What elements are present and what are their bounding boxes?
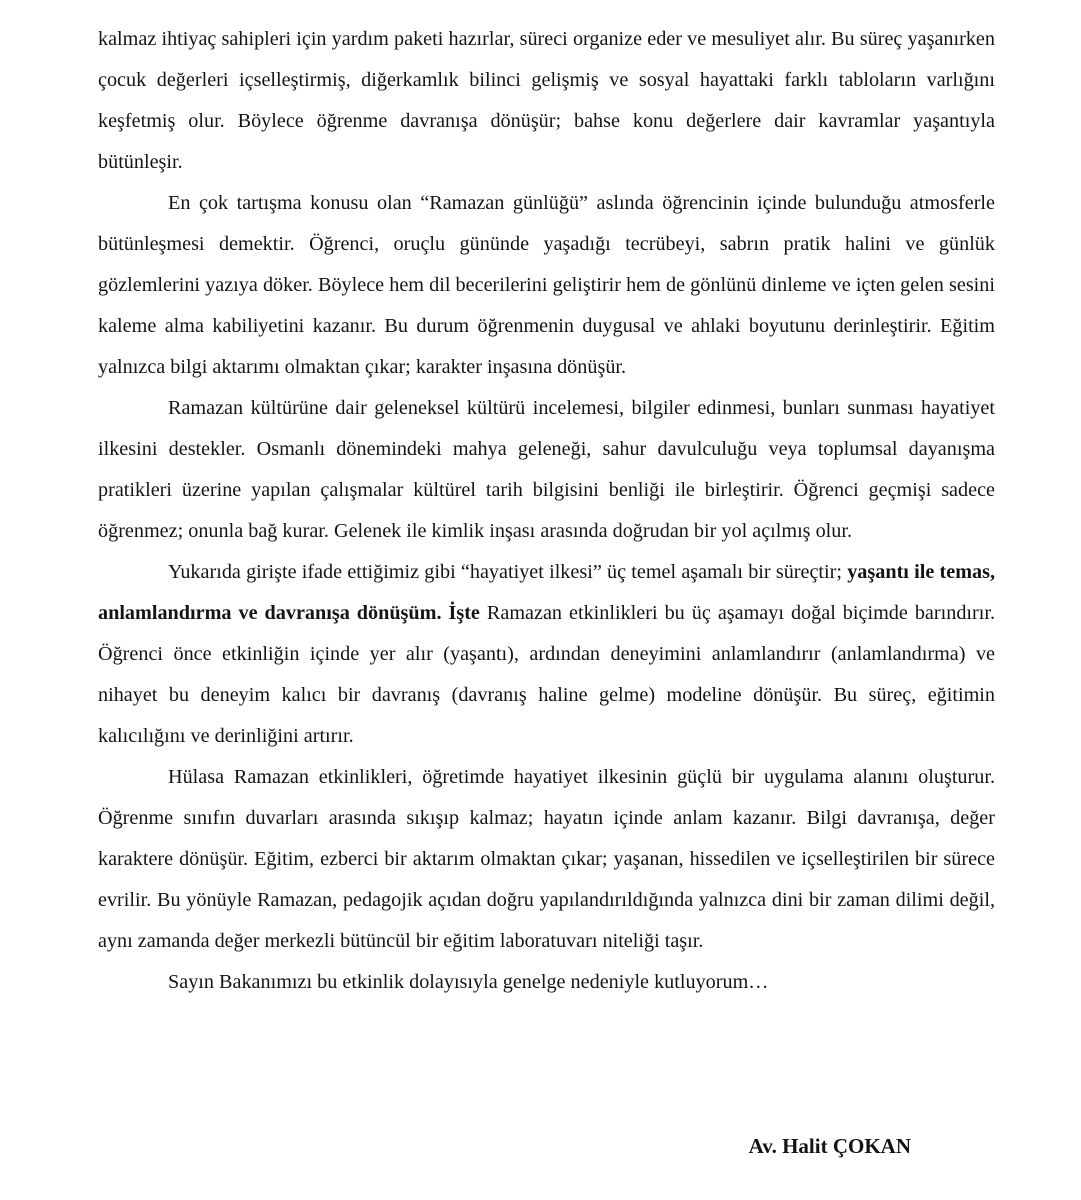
paragraph-1: kalmaz ihtiyaç sahipleri için yardım paketi hazırlar, süreci organize eder ve mesuliyet alır. Bu süreç yaşanırken çocuk değerleri içselleştirmiş, diğerkamlık bilinci gelişmiş ve sosyal hayattaki farklı tabloların varlığını keşfetmiş olur. Böylece öğrenme davranışa dönüşür; bahse konu değerlere dair kavramlar yaşantıyla bütünleşir. <box>98 28 995 173</box>
paragraph-2: En çok tartışma konusu olan “Ramazan günlüğü” aslında öğrencinin içinde bulunduğu atmosferle bütünleşmesi demektir. Öğrenci, oruçlu gününde yaşadığı tecrübeyi, sabrın pratik halini ve günlük gözlemlerini yazıya döker. Böylece hem dil becerilerini geliştirir hem de gönlünü dinleme ve içten gelen sesini kaleme alma kabiliyetini kazanır. Bu durum öğrenmenin duygusal ve ahlaki boyutunu derinleştirir. Eğitim yalnızca bilgi aktarımı olmaktan çıkar; karakter inşasına dönüşür. <box>98 192 995 378</box>
paragraph-5: Hülasa Ramazan etkinlikleri, öğretimde hayatiyet ilkesinin güçlü bir uygulama alanını oluşturur. Öğrenme sınıfın duvarları arasında sıkışıp kalmaz; hayatın içinde anlam kazanır. Bilgi davranışa, değer karaktere dönüşür. Eğitim, ezberci bir aktarım olmaktan çıkar; yaşanan, hissedilen ve içselleştirilen bir sürece evrilir. Bu yönüyle Ramazan, pedagojik açıdan doğru yapılandırıldığında yalnızca dini bir zaman dilimi değil, aynı zamanda değer merkezli bütüncül bir eğitim laboratuvarı niteliği taşır. <box>98 766 995 952</box>
paragraph-6: Sayın Bakanımızı bu etkinlik dolayısıyla genelge nedeniyle kutluyorum… <box>168 971 769 993</box>
paragraph-3: Ramazan kültürüne dair geleneksel kültürü incelemesi, bilgiler edinmesi, bunları sunması hayatiyet ilkesini destekler. Osmanlı dönemindeki mahya geleneği, sahur davulculuğu veya toplumsal dayanışma pratikleri üzerine yapılan çalışmalar kültürel tarih bilgisini benliği ile birleştirir. Öğrenci geçmişi sadece öğrenmez; onunla bağ kurar. Gelenek ile kimlik inşası arasında doğrudan bir yol açılmış olur. <box>98 397 995 542</box>
paragraph-4-intro: Yukarıda girişte ifade ettiğimiz gibi “hayatiyet ilkesi” üç temel aşamalı bir süreçtir; <box>168 561 842 583</box>
paragraph-4 <box>98 552 995 757</box>
paragraph-4-bold-phrase: yaşantı ile temas, anlamlandırma ve davranışa dönüşüm. İşte <box>98 561 996 624</box>
paragraph-4-rest: Ramazan etkinlikleri bu üç aşamayı doğal biçimde barındırır. Öğrenci önce etkinliğin içinde yer alır (yaşantı), ardından deneyimini anlamlandırır (anlamlandırma) ve nihayet bu deneyim kalıcı bir davranış (davranış haline gelme) modeline dönüşür. Bu süreç, eğitimin kalıcılığını ve derinliğini artırır. <box>98 602 996 747</box>
document-body <box>98 19 995 1003</box>
author-signature: Av. Halit ÇOKAN <box>748 1134 911 1158</box>
